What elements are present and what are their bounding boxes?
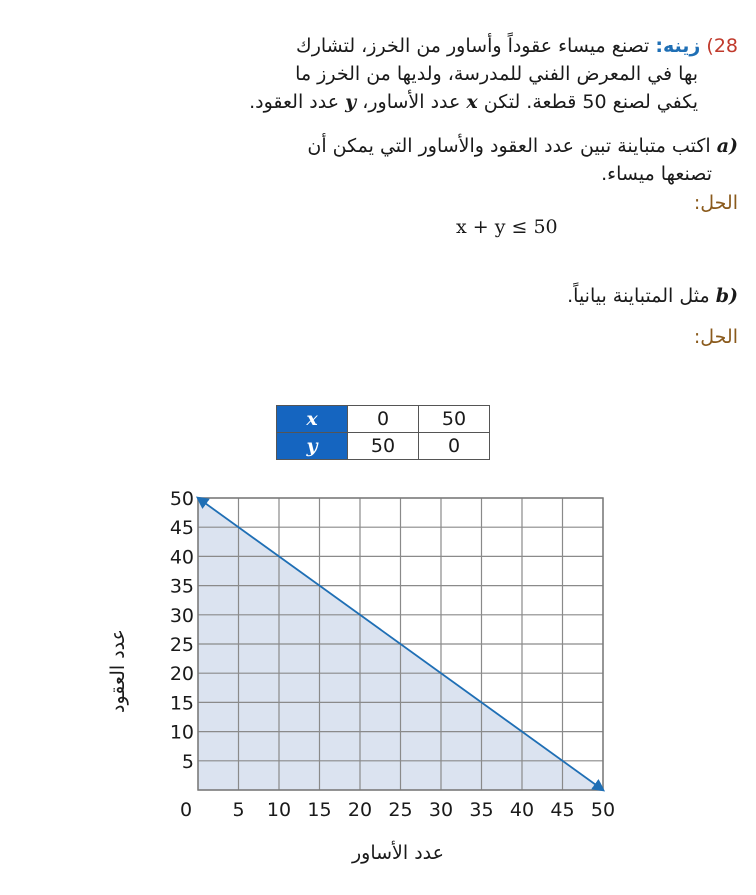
y-tick-label: 40 — [169, 546, 194, 569]
table-cell: 50 — [348, 433, 419, 460]
table-row — [277, 406, 490, 433]
table-header-y: y — [277, 433, 348, 460]
x-tick-label: 45 — [550, 799, 575, 821]
y-tick-label: 30 — [169, 604, 194, 627]
problem-text-line-1: تصنع ميساء عقوداً وأساور من الخرز، لتشارك — [296, 35, 650, 57]
y-tick-label: 45 — [169, 517, 194, 540]
table-cell: 0 — [419, 433, 490, 460]
part-b — [98, 282, 738, 310]
part-a-text-1: اكتب متباينة تبين عدد العقود والأساور التي يمكن أن — [307, 135, 711, 157]
problem-text-line-2: بها في المعرض الفني للمدرسة، ولديها من الخرز ما — [295, 63, 698, 85]
x-tick-label: 25 — [388, 799, 413, 821]
y-axis-title: عدد العقود — [106, 629, 129, 713]
problem-line-3 — [38, 88, 738, 116]
part-b-letter: b) — [715, 285, 738, 307]
table-header-x: x — [277, 406, 348, 433]
x-tick-label: 15 — [307, 799, 332, 821]
table-cell: 0 — [348, 406, 419, 433]
problem-line-1 — [38, 32, 738, 60]
table-cell: 50 — [419, 406, 490, 433]
solution-label-a: الحل: — [693, 192, 738, 214]
y-tick-label: 10 — [169, 721, 194, 744]
table-row — [277, 433, 490, 460]
y-tick-label: 5 — [181, 750, 194, 773]
part-a-letter: a) — [716, 135, 738, 157]
problem-text-line-3a: يكفي لصنع 50 قطعة. لتكن — [483, 91, 698, 113]
problem-name: زينه: — [655, 35, 701, 57]
inequality: x + y ≤ 50 — [456, 216, 558, 238]
problem-number: 28) — [706, 35, 738, 57]
x-tick-label: 50 — [590, 799, 616, 821]
y-tick-label: 15 — [169, 692, 194, 715]
part-b-text: مثل المتباينة بيانياً. — [567, 285, 710, 307]
solution-label-b: الحل: — [693, 326, 738, 348]
x-tick-label: 0 — [179, 799, 193, 821]
y-tick-label: 25 — [169, 634, 194, 656]
x-tick-label: 40 — [509, 799, 535, 821]
x-tick-label: 35 — [469, 799, 494, 821]
xy-table — [276, 405, 490, 460]
var-x: x — [466, 91, 478, 113]
problem-text-line-3b: عدد الأساور، — [362, 91, 461, 113]
var-y: y — [345, 91, 357, 113]
y-tick-label: 20 — [169, 663, 194, 686]
y-tick-label: 50 — [169, 488, 194, 510]
y-tick-label: 35 — [169, 575, 194, 598]
x-tick-label: 30 — [428, 799, 454, 821]
problem-statement — [38, 32, 738, 116]
x-tick-label: 10 — [266, 799, 292, 821]
problem-text-line-3c: عدد العقود. — [249, 91, 340, 113]
x-axis-title: عدد الأساور — [352, 842, 444, 864]
x-tick-label: 20 — [347, 799, 373, 821]
part-a-text-2: تصنعها ميساء. — [601, 163, 712, 185]
x-tick-label: 5 — [232, 799, 245, 821]
part-a — [98, 132, 738, 188]
